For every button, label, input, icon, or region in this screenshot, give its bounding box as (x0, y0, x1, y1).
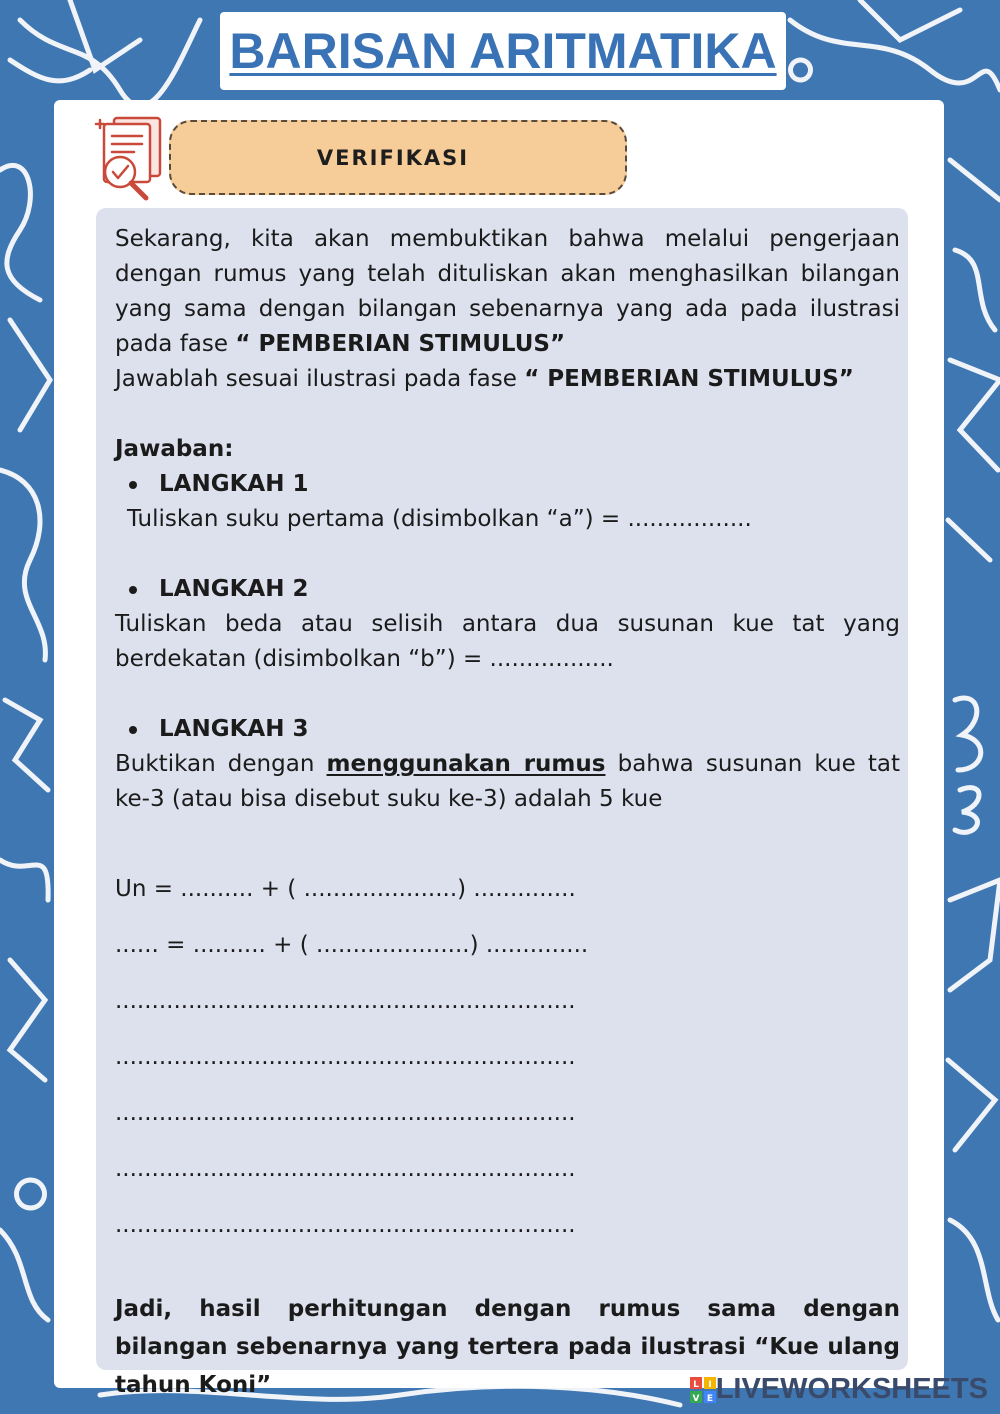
instruction-phase-name: “ PEMBERIAN STIMULUS” (524, 366, 854, 392)
answer-heading: Jawaban: (115, 436, 234, 462)
step3-question (115, 747, 900, 817)
conclusion-text: Jadi, hasil perhitungan dengan rumus sama dengan bilangan sebenarnya yang tertera pada ilustrasi “Kue ulang tahun Koni” (115, 1296, 900, 1398)
step2-heading (115, 572, 900, 607)
instruction-text: Jawablah sesuai ilustrasi pada fase (115, 366, 517, 392)
step3-title: LANGKAH 3 (159, 716, 309, 742)
checklist-magnifier-icon (92, 110, 170, 206)
logo-letter: V (692, 1393, 700, 1403)
section-label-box (169, 120, 627, 195)
logo-letter: I (708, 1379, 712, 1390)
logo-letter: L (692, 1379, 699, 1390)
work-line-blank[interactable]: ............................................................... (115, 1156, 576, 1182)
step3-heading (115, 712, 900, 747)
step1-title: LANGKAH 1 (159, 471, 309, 497)
worksheet-content (115, 222, 900, 1253)
step3-emphasis: menggunakan rumus (326, 751, 606, 777)
step1-heading (115, 467, 900, 502)
step3-text-before: Buktikan dengan (115, 751, 315, 777)
bullet-icon (129, 586, 137, 594)
liveworksheets-logo-icon (690, 1377, 716, 1403)
work-line-formula[interactable]: Un = .......... + ( .....................) .............. (115, 876, 576, 902)
logo-letter: E (706, 1393, 713, 1403)
section-label: VERIFIKASI (316, 145, 470, 170)
intro-paragraph (115, 222, 900, 362)
liveworksheets-watermark (690, 1373, 988, 1406)
work-line-substitution[interactable]: ...... = .......... + ( .....................) .............. (115, 932, 589, 958)
work-line-blank[interactable]: ............................................................... (115, 988, 576, 1014)
work-line-blank[interactable]: ............................................................... (115, 1212, 576, 1238)
bullet-icon (129, 726, 137, 734)
page-title: BARISAN ARITMATIKA (229, 23, 777, 79)
step2-title: LANGKAH 2 (159, 576, 309, 602)
watermark-text: LIVEWORKSHEETS (715, 1373, 988, 1405)
instruction-line (115, 362, 900, 397)
step1-question[interactable]: Tuliskan suku pertama (disimbolkan “a”) = ................. (127, 506, 752, 532)
title-banner (220, 12, 786, 90)
step2-question[interactable]: Tuliskan beda atau selisih antara dua susunan kue tat yang berdekatan (disimbolkan “b”) = ................. (115, 611, 900, 672)
intro-text: Sekarang, kita akan membuktikan bahwa melalui pengerjaan dengan rumus yang telah dituliskan akan menghasilkan bilangan yang sama dengan bilangan sebenarnya yang ada pada ilustrasi pada fase (115, 226, 900, 357)
work-line-blank[interactable]: ............................................................... (115, 1100, 576, 1126)
work-line-blank[interactable]: ............................................................... (115, 1044, 576, 1070)
bullet-icon (129, 481, 137, 489)
intro-phase-name: “ PEMBERIAN STIMULUS” (235, 331, 566, 357)
step3-text-after: bahwa susunan kue tat ke-3 (atau bisa disebut suku ke-3) adalah 5 kue (115, 751, 900, 812)
